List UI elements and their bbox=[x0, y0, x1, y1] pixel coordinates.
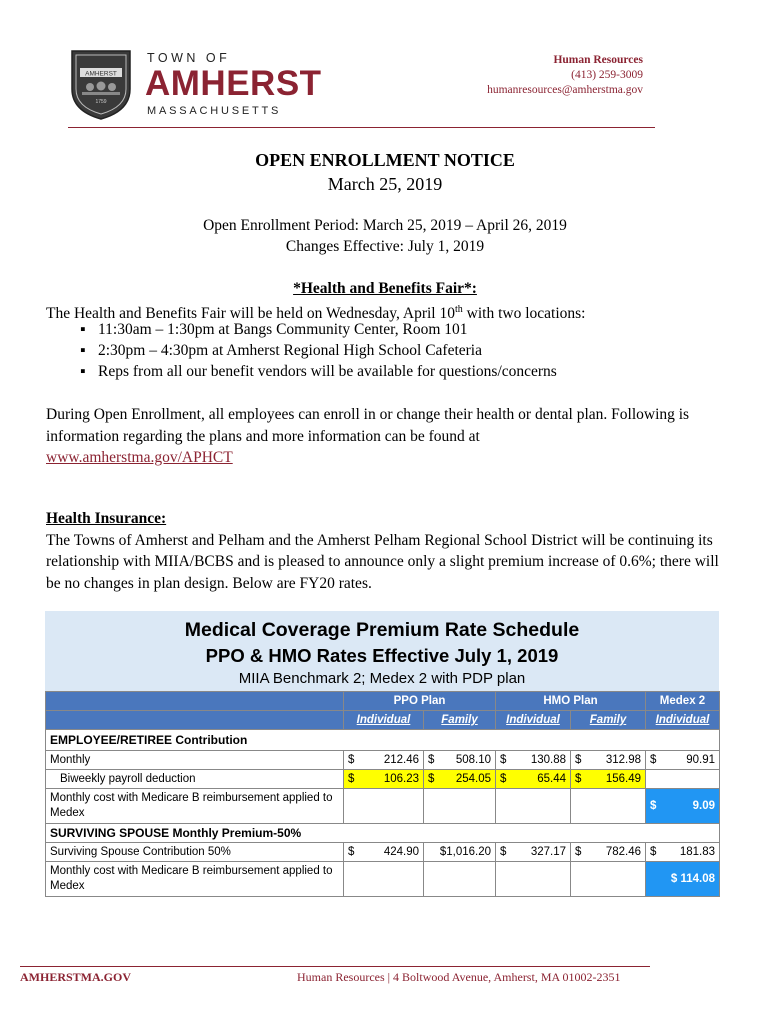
plan-header-row bbox=[46, 692, 720, 711]
header-divider bbox=[68, 127, 655, 128]
phone-number: (413) 259-3009 bbox=[571, 69, 643, 81]
department-name: Human Resources bbox=[553, 54, 643, 66]
table-cell: $ 106.23 bbox=[344, 770, 424, 789]
coverage-header: Individual bbox=[344, 711, 424, 730]
row-label: Surviving Spouse Contribution 50% bbox=[46, 843, 344, 862]
table-cell: $ 254.05 bbox=[424, 770, 496, 789]
table-cell: $ 156.49 bbox=[571, 770, 646, 789]
medex-header: Medex 2 bbox=[646, 692, 720, 711]
fair-bullet-list bbox=[46, 319, 557, 382]
row-label: Monthly cost with Medicare B reimbursement applied to Medex bbox=[46, 789, 344, 824]
footer-divider bbox=[20, 966, 650, 967]
town-name: AMHERST bbox=[145, 64, 322, 103]
coverage-header: Individual bbox=[646, 711, 720, 730]
table-row bbox=[46, 824, 720, 843]
table-cell: $ 9.09 bbox=[646, 789, 720, 824]
health-paragraph: The Towns of Amherst and Pelham and the Amherst Pelham Regional School District will be continuing its relationship with MIIA/BCBS and is pleased to announce only a slight premium increase of 0.6%; there will be no changes in plan design. Below are FY20 rates. bbox=[46, 531, 719, 592]
ppo-plan-header: PPO Plan bbox=[344, 692, 496, 711]
email-address[interactable]: humanresources@amherstma.gov bbox=[487, 84, 643, 96]
table-row bbox=[46, 730, 720, 751]
table-cell bbox=[344, 789, 424, 824]
table-header-box bbox=[45, 611, 719, 691]
health-insurance-section bbox=[46, 508, 736, 594]
table-cell: $1,016.20 bbox=[424, 843, 496, 862]
state-label: MASSACHUSETTS bbox=[147, 105, 282, 117]
header-blank bbox=[46, 692, 344, 711]
notice-date: March 25, 2019 bbox=[327, 174, 443, 194]
table-cell: $ 130.88 bbox=[496, 751, 571, 770]
header-blank bbox=[46, 711, 344, 730]
footer-address: Human Resources | 4 Boltwood Avenue, Amherst, MA 01002-2351 bbox=[297, 970, 621, 984]
aphct-link[interactable]: www.amherstma.gov/APHCT bbox=[46, 449, 233, 466]
spouse-section-label: SURVIVING SPOUSE Monthly Premium-50% bbox=[46, 824, 720, 843]
table-cell bbox=[344, 862, 424, 897]
table-cell bbox=[424, 862, 496, 897]
table-subtitle: PPO & HMO Rates Effective July 1, 2019 bbox=[205, 645, 559, 666]
town-seal-logo bbox=[68, 49, 134, 121]
rates-table bbox=[45, 691, 720, 897]
row-label: Monthly cost with Medicare B reimbursement applied to Medex bbox=[46, 862, 344, 897]
coverage-header: Family bbox=[424, 711, 496, 730]
employee-section-label: EMPLOYEE/RETIREE Contribution bbox=[46, 730, 720, 751]
table-cell: $ 65.44 bbox=[496, 770, 571, 789]
changes-effective: Changes Effective: July 1, 2019 bbox=[285, 238, 485, 255]
table-cell bbox=[496, 862, 571, 897]
hmo-plan-header: HMO Plan bbox=[496, 692, 646, 711]
table-cell: $ 782.46 bbox=[571, 843, 646, 862]
coverage-header-row bbox=[46, 711, 720, 730]
table-row bbox=[46, 862, 720, 897]
fair-intro: The Health and Benefits Fair will be held on Wednesday, April 10th with two locations: bbox=[46, 304, 586, 323]
table-title: Medical Coverage Premium Rate Schedule bbox=[184, 619, 580, 641]
coverage-header: Individual bbox=[496, 711, 571, 730]
row-label: Monthly bbox=[46, 751, 344, 770]
enrollment-paragraph: During Open Enrollment, all employees can enroll in or change their health or dental plan. Following is information regarding the plans and more information can be found at www.amherstma.gov/APHCT bbox=[46, 406, 690, 466]
table-cell: $ 508.10 bbox=[424, 751, 496, 770]
table-cell: $ 90.91 bbox=[646, 751, 720, 770]
row-label: Biweekly payroll deduction bbox=[46, 770, 344, 789]
coverage-header: Family bbox=[571, 711, 646, 730]
table-cell: $ 312.98 bbox=[571, 751, 646, 770]
table-cell bbox=[496, 789, 571, 824]
footer-website[interactable]: AMHERSTMA.GOV bbox=[20, 970, 131, 984]
table-plan-note: MIIA Benchmark 2; Medex 2 with PDP plan bbox=[238, 670, 526, 687]
contact-block bbox=[487, 53, 643, 98]
table-row bbox=[46, 770, 720, 789]
list-item: ▪ Reps from all our benefit vendors will be available for questions/concerns bbox=[46, 361, 557, 382]
table-row bbox=[46, 789, 720, 824]
enrollment-period: Open Enrollment Period: March 25, 2019 – April 26, 2019 bbox=[203, 217, 567, 234]
table-cell: $ 424.90 bbox=[344, 843, 424, 862]
town-of-label: TOWN OF bbox=[147, 51, 231, 65]
premium-rate-table bbox=[45, 611, 719, 897]
table-cell bbox=[646, 770, 720, 789]
table-cell bbox=[571, 789, 646, 824]
list-item: ▪ 2:30pm – 4:30pm at Amherst Regional High School Cafeteria bbox=[46, 340, 557, 361]
table-cell: $ 327.17 bbox=[496, 843, 571, 862]
health-heading: Health Insurance: bbox=[46, 510, 167, 527]
table-row bbox=[46, 751, 720, 770]
table-cell: $ 114.08 bbox=[646, 862, 720, 897]
list-item: ▪ 11:30am – 1:30pm at Bangs Community Center, Room 101 bbox=[46, 319, 557, 340]
table-cell: $ 212.46 bbox=[344, 751, 424, 770]
notice-title: OPEN ENROLLMENT NOTICE bbox=[255, 150, 515, 170]
table-cell bbox=[424, 789, 496, 824]
table-cell bbox=[571, 862, 646, 897]
fair-heading: *Health and Benefits Fair*: bbox=[293, 280, 477, 297]
svg-text:1759: 1759 bbox=[95, 99, 107, 105]
svg-text:AMHERST: AMHERST bbox=[85, 70, 117, 78]
table-cell: $ 181.83 bbox=[646, 843, 720, 862]
table-row bbox=[46, 843, 720, 862]
